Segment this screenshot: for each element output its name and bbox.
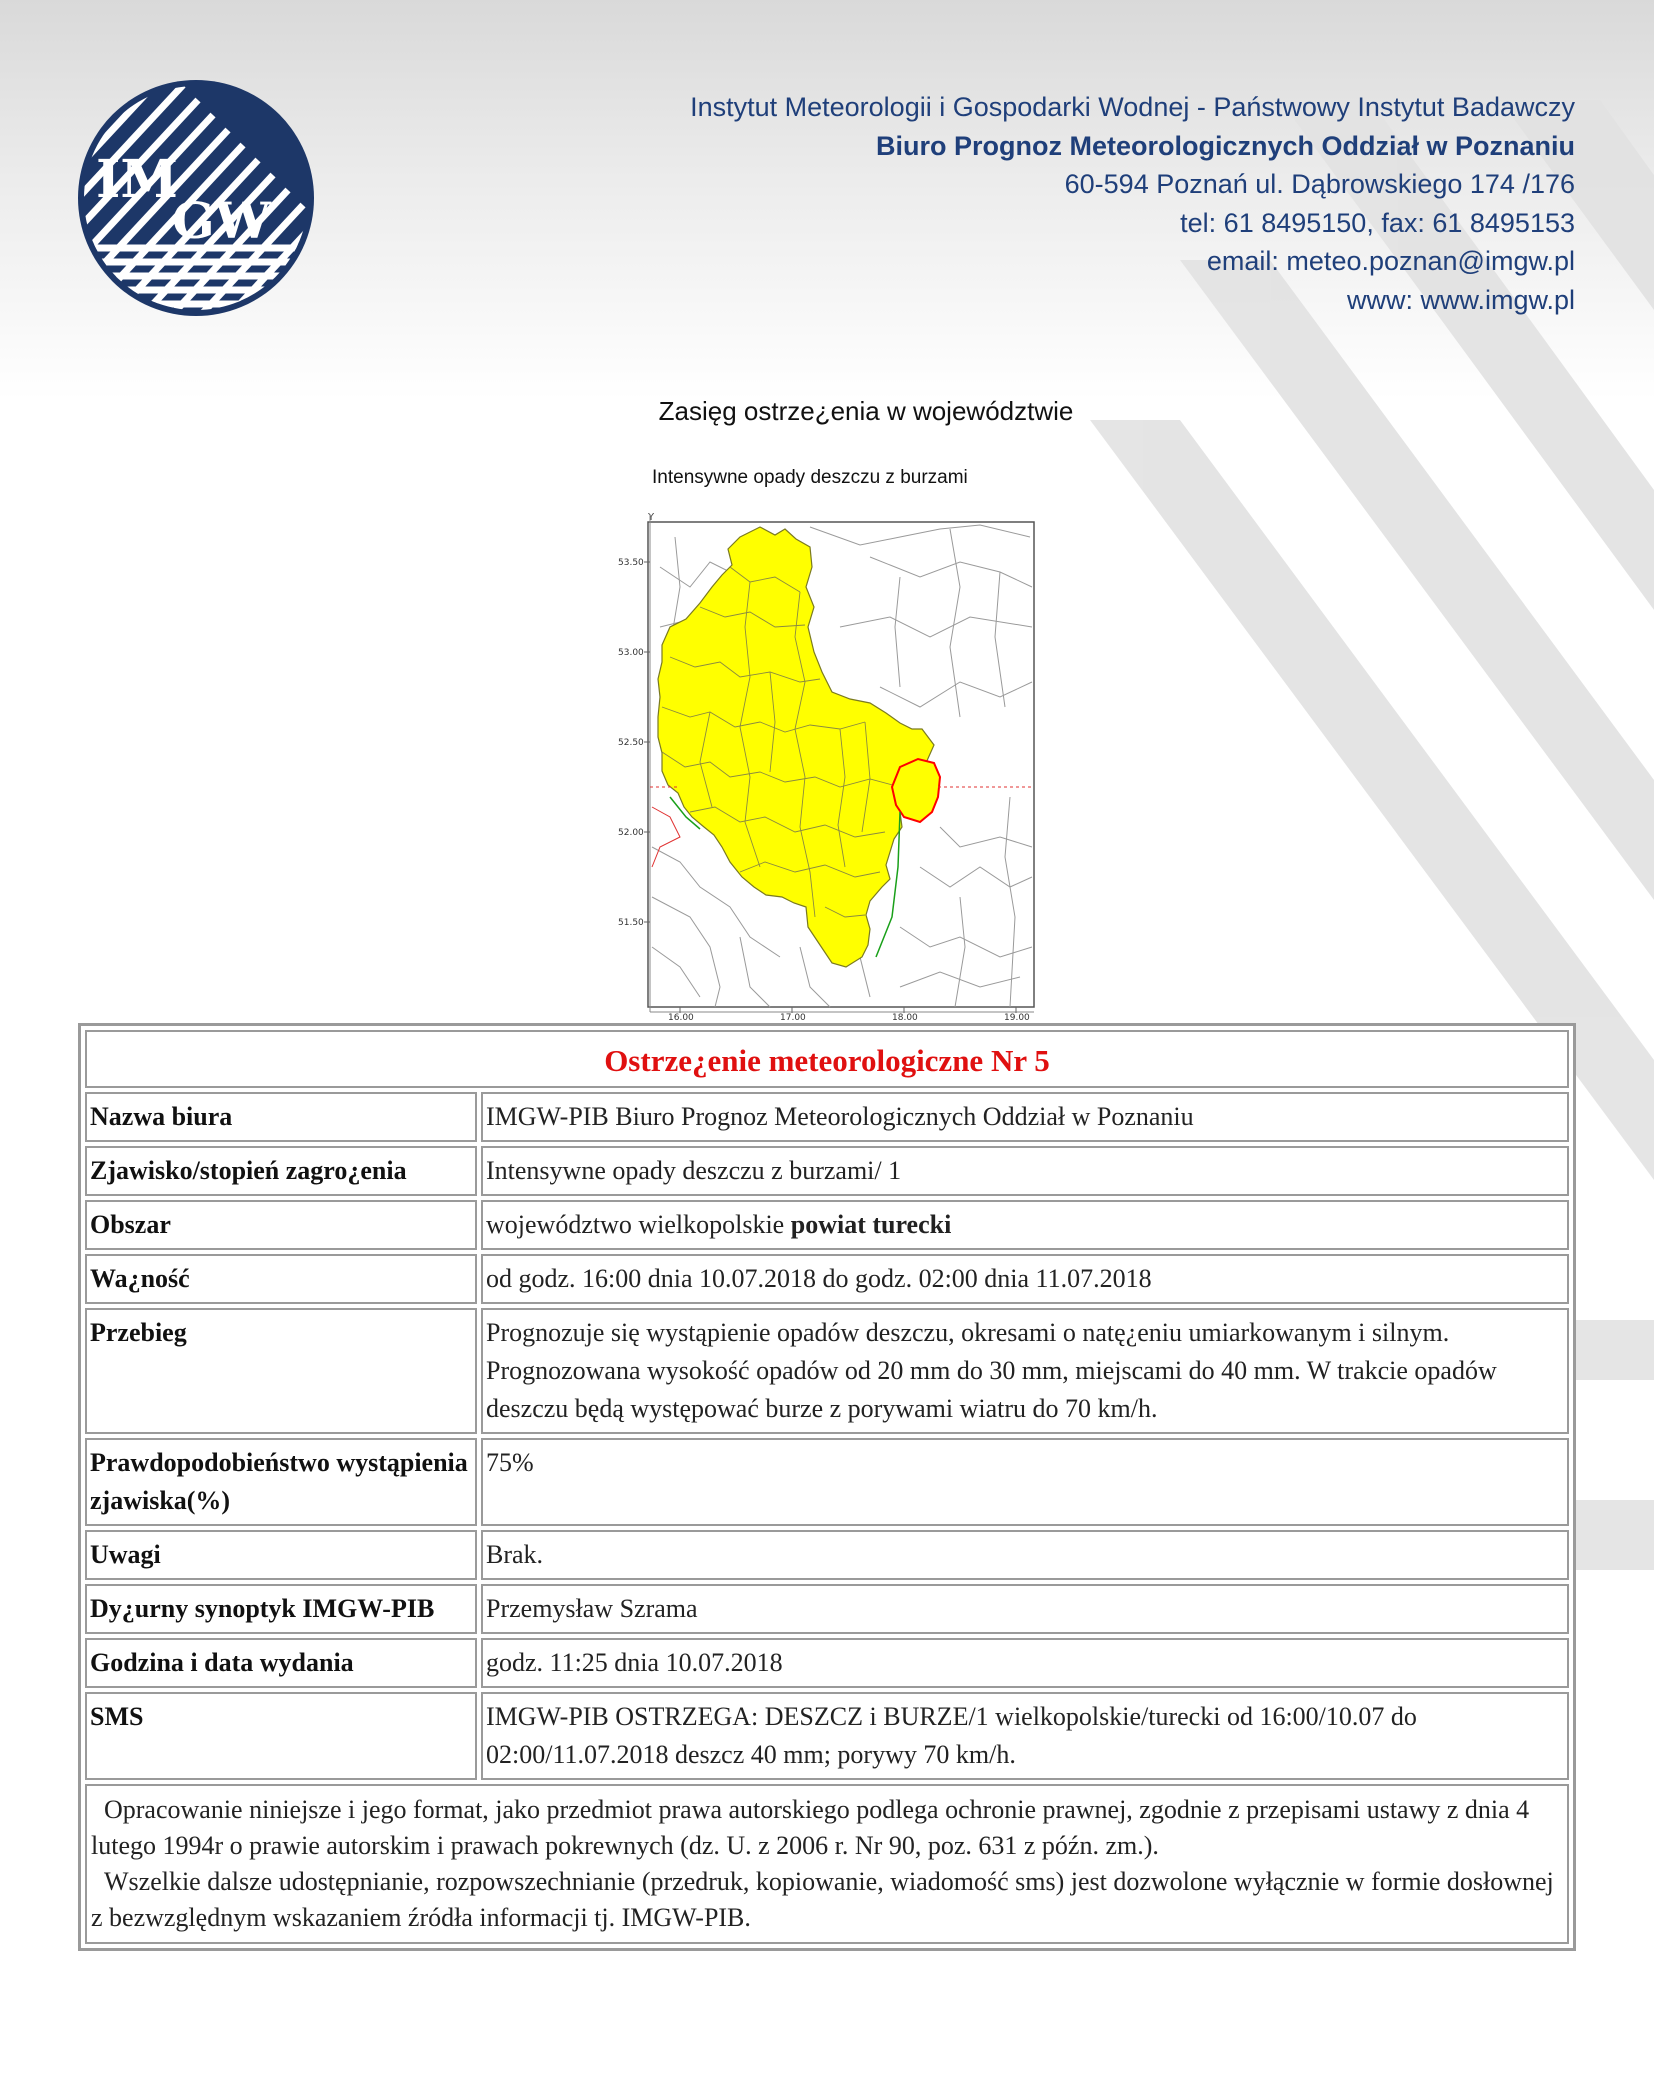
row-value-issued: godz. 11:25 dnia 10.07.2018 [481,1638,1569,1688]
lon-tick-label: 16.00 [668,1013,694,1022]
table-row [85,1254,1569,1304]
lon-tick-label: 18.00 [892,1013,918,1022]
warning-table [78,1023,1576,1951]
table-row [85,1092,1569,1142]
row-label-validity: Wa¿ność [85,1254,477,1304]
institute-name: Instytut Meteorologii i Gospodarki Wodnej - Państwowy Instytut Badawczy [690,92,1575,122]
row-value-area [481,1200,1569,1250]
row-label-phenomenon: Zjawisko/stopień zagro¿enia [85,1146,477,1196]
table-row [85,1438,1569,1526]
row-label-course: Przebieg [85,1308,477,1434]
row-label-area: Obszar [85,1200,477,1250]
area-powiat: powiat turecki [790,1210,952,1239]
copyright-text: Opracowanie niniejsze i jego format, jako przedmiot prawa autorskiego podlega ochronie prawnej, zgodnie z przepisami ustawy z dnia 4 lutego 1994r o prawie autorskim i prawach pokrewnych (dz. U. z 2006 r. Nr 90, poz. 631 z późn. zm.). [91,1795,1530,1860]
row-value-course: Prognozuje się wystąpienie opadów deszczu, okresami o natę¿eniu umiarkowanym i silnym. Prognozowana wysokość opadów od 20 mm do 30 mm, miejscami do 40 mm. W trakcie opadów deszczu będą występować burze z porywami wiatru do 70 km/h. [481,1308,1569,1434]
table-row [85,1530,1569,1580]
office-phone: tel: 61 8495150, fax: 61 8495153 [1180,207,1575,238]
table-row [85,1146,1569,1196]
lat-tick-label: 52.00 [618,828,644,838]
lat-tick-label: 52.50 [618,738,644,748]
row-label-sms: SMS [85,1692,477,1780]
office-email: email: meteo.poznan@imgw.pl [1206,246,1575,276]
map-caption: Zasięg ostrze¿enia w województwie [658,396,1074,426]
row-label-office: Nazwa biura [85,1092,477,1142]
svg-text:GW: GW [172,191,271,250]
lat-ticks [618,558,650,928]
table-row [85,1584,1569,1634]
svg-text:IM: IM [96,149,178,210]
row-label-probability: Prawdopodobieństwo wystąpienia zjawiska(%) [85,1438,477,1526]
organization-info [690,88,1575,319]
imgw-logo [78,80,314,316]
table-row [85,1308,1569,1434]
lon-ticks [668,1007,1030,1022]
office-name: Biuro Prognoz Meteorologicznych Oddział w Poznaniu [875,130,1575,161]
map-axis-y-label: Y [648,512,655,523]
copyright-footer [85,1784,1569,1944]
map-figure [600,467,1050,1022]
lon-tick-label: 17.00 [780,1013,806,1022]
table-row [85,1638,1569,1688]
table-row [85,1200,1569,1250]
row-label-issued: Godzina i data wydania [85,1638,477,1688]
row-value-office: IMGW-PIB Biuro Prognoz Meteorologicznych Oddział w Poznaniu [481,1092,1569,1142]
row-label-forecaster: Dy¿urny synoptyk IMGW-PIB [85,1584,477,1634]
lat-tick-label: 53.50 [618,558,644,568]
row-value-forecaster: Przemysław Szrama [481,1584,1569,1634]
row-value-phenomenon: Intensywne opady deszczu z burzami/ 1 [481,1146,1569,1196]
lon-tick-label: 19.00 [1004,1013,1030,1022]
map-title: Intensywne opady deszczu z burzami [652,467,968,488]
lat-tick-label: 53.00 [618,648,644,658]
row-value-remarks: Brak. [481,1530,1569,1580]
row-value-validity: od godz. 16:00 dnia 10.07.2018 do godz. 02:00 dnia 11.07.2018 [481,1254,1569,1304]
row-value-sms: IMGW-PIB OSTRZEGA: DESZCZ i BURZE/1 wielkopolskie/turecki od 16:00/10.07 do 02:00/11.07.2018 deszcz 40 mm; porywy 70 km/h. [481,1692,1569,1780]
row-label-remarks: Uwagi [85,1530,477,1580]
lat-tick-label: 51.50 [618,918,644,928]
row-value-probability: 75% [481,1438,1569,1526]
warning-title: Ostrze¿enie meteorologiczne Nr 5 [85,1030,1569,1088]
office-website: www: www.imgw.pl [1346,284,1575,315]
distribution-text: Wszelkie dalsze udostępnianie, rozpowszechnianie (przedruk, kopiowanie, wiadomość sms) jest dozwolone wyłącznie w formie dosłownej z bezwzględnym wskazaniem źródła informacji tj. IMGW-PIB. [91,1867,1554,1932]
area-voivodeship: województwo wielkopolskie [486,1210,785,1239]
office-address: 60-594 Poznań ul. Dąbrowskiego 174 /176 [1064,169,1575,199]
table-row [85,1692,1569,1780]
warning-map [600,467,1050,1022]
